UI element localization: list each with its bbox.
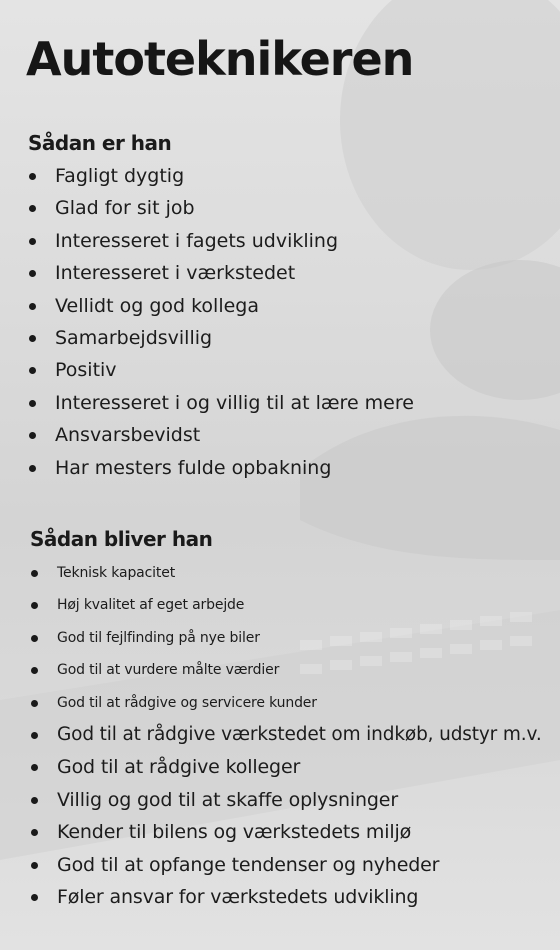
list-item: Interesseret i værkstedet bbox=[28, 257, 414, 289]
list-item: Føler ansvar for værkstedets udvikling bbox=[30, 881, 542, 913]
list-item: Glad for sit job bbox=[28, 192, 414, 224]
list-item: Fagligt dygtig bbox=[28, 160, 414, 192]
list-item: Teknisk kapacitet bbox=[30, 557, 542, 589]
bullet-list-sadan-er-han bbox=[28, 160, 414, 484]
list-item: Kender til bilens og værkstedets miljø bbox=[30, 816, 542, 848]
list-item: Ansvarsbevidst bbox=[28, 419, 414, 451]
list-item: Villig og god til at skaffe oplysninger bbox=[30, 784, 542, 816]
list-item: Interesseret i og villig til at lære mere bbox=[28, 387, 414, 419]
list-item: Positiv bbox=[28, 354, 414, 386]
section-heading-sadan-er-han: Sådan er han bbox=[28, 131, 172, 155]
section-heading-sadan-bliver-han: Sådan bliver han bbox=[30, 527, 213, 551]
list-item: Høj kvalitet af eget arbejde bbox=[30, 589, 542, 621]
list-item: God til at rådgive værkstedet om indkøb, udstyr m.v. bbox=[30, 719, 542, 751]
page-title: Autoteknikeren bbox=[26, 32, 414, 86]
list-item: Har mesters fulde opbakning bbox=[28, 452, 414, 484]
list-item: God til at opfange tendenser og nyheder bbox=[30, 849, 542, 881]
bullet-list-sadan-bliver-han bbox=[30, 557, 542, 913]
list-item: Vellidt og god kollega bbox=[28, 290, 414, 322]
list-item: Samarbejdsvillig bbox=[28, 322, 414, 354]
list-item: God til fejlfinding på nye biler bbox=[30, 622, 542, 654]
list-item: God til at vurdere målte værdier bbox=[30, 654, 542, 686]
list-item: Interesseret i fagets udvikling bbox=[28, 225, 414, 257]
list-item: God til at rådgive kolleger bbox=[30, 751, 542, 783]
list-item: God til at rådgive og servicere kunder bbox=[30, 687, 542, 719]
